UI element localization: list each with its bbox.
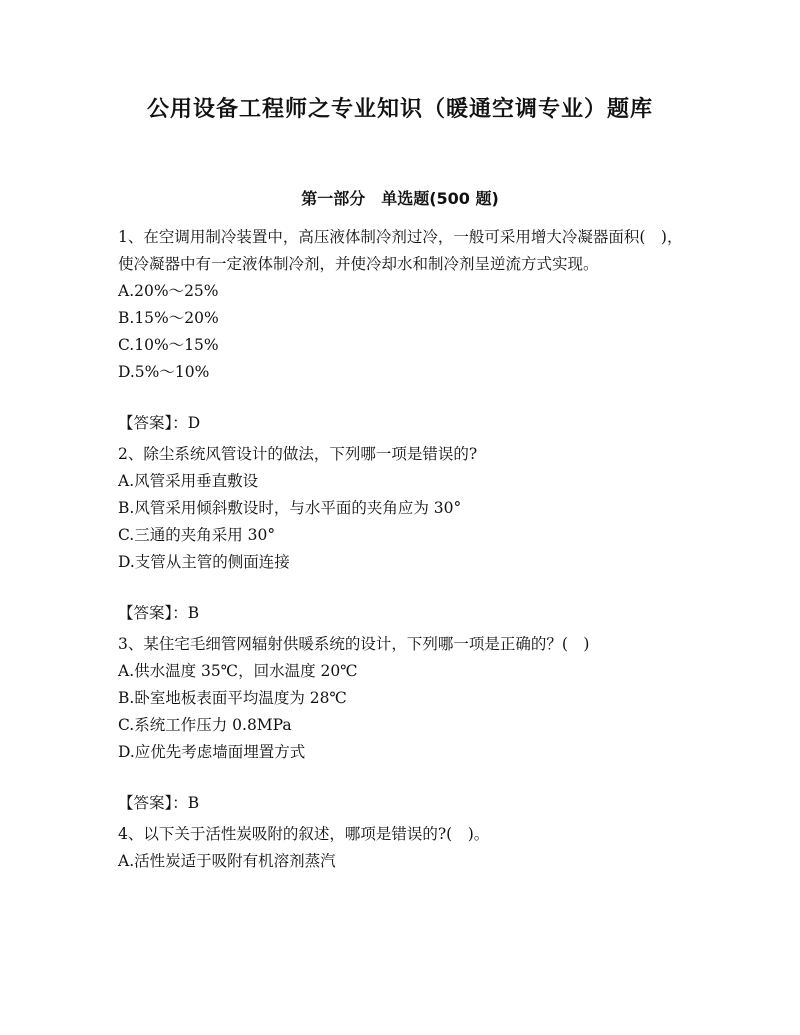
question-stem: 4、以下关于活性炭吸附的叙述，哪项是错误的?( )。	[118, 825, 490, 843]
option-d: D.5%～10%	[118, 363, 210, 381]
question-stem: 1、在空调用制冷装置中，高压液体制冷剂过冷，一般可采用增大冷凝器面积( )，使冷凝器中有一定液体制冷剂，并使冷却水和制冷剂呈逆流方式实现。	[118, 228, 683, 273]
option-a: A.活性炭适于吸附有机溶剂蒸汽	[118, 852, 336, 870]
answer-line	[118, 410, 688, 437]
answer-label: 【答案】：	[118, 604, 188, 622]
question-2	[118, 441, 688, 627]
answer-line	[118, 790, 688, 817]
document-title: 公用设备工程师之专业知识（暖通空调专业）题库	[146, 97, 653, 122]
option-a: A.20%～25%	[118, 282, 219, 300]
question-1	[118, 224, 688, 437]
answer-label: 【答案】：	[118, 414, 188, 432]
option-d: D.应优先考虑墙面埋置方式	[118, 743, 306, 761]
answer-value: D	[187, 414, 201, 432]
option-c: C.10%～15%	[118, 336, 219, 354]
answer-label: 【答案】：	[118, 794, 188, 812]
option-c: C.系统工作压力 0.8MPa	[118, 716, 292, 734]
question-3	[118, 631, 688, 817]
option-b: B.卧室地板表面平均温度为 28℃	[118, 689, 347, 707]
answer-value: B	[187, 604, 200, 622]
section-title: 第一部分 单选题(500 题)	[301, 189, 499, 208]
question-list	[118, 224, 688, 875]
answer-line	[118, 600, 688, 627]
option-b: B.风管采用倾斜敷设时，与水平面的夹角应为 30°	[118, 499, 462, 517]
answer-value: B	[187, 794, 200, 812]
option-a: A.风管采用垂直敷设	[118, 472, 259, 490]
option-a: A.供水温度 35℃，回水温度 20℃	[118, 662, 358, 680]
question-stem: 3、某住宅毛细管网辐射供暖系统的设计，下列哪一项是正确的？( )	[118, 635, 590, 653]
option-c: C.三通的夹角采用 30°	[118, 526, 276, 544]
question-4	[118, 821, 688, 875]
question-stem: 2、除尘系统风管设计的做法，下列哪一项是错误的?	[118, 445, 478, 463]
option-d: D.支管从主管的侧面连接	[118, 553, 290, 571]
option-b: B.15%～20%	[118, 309, 219, 327]
